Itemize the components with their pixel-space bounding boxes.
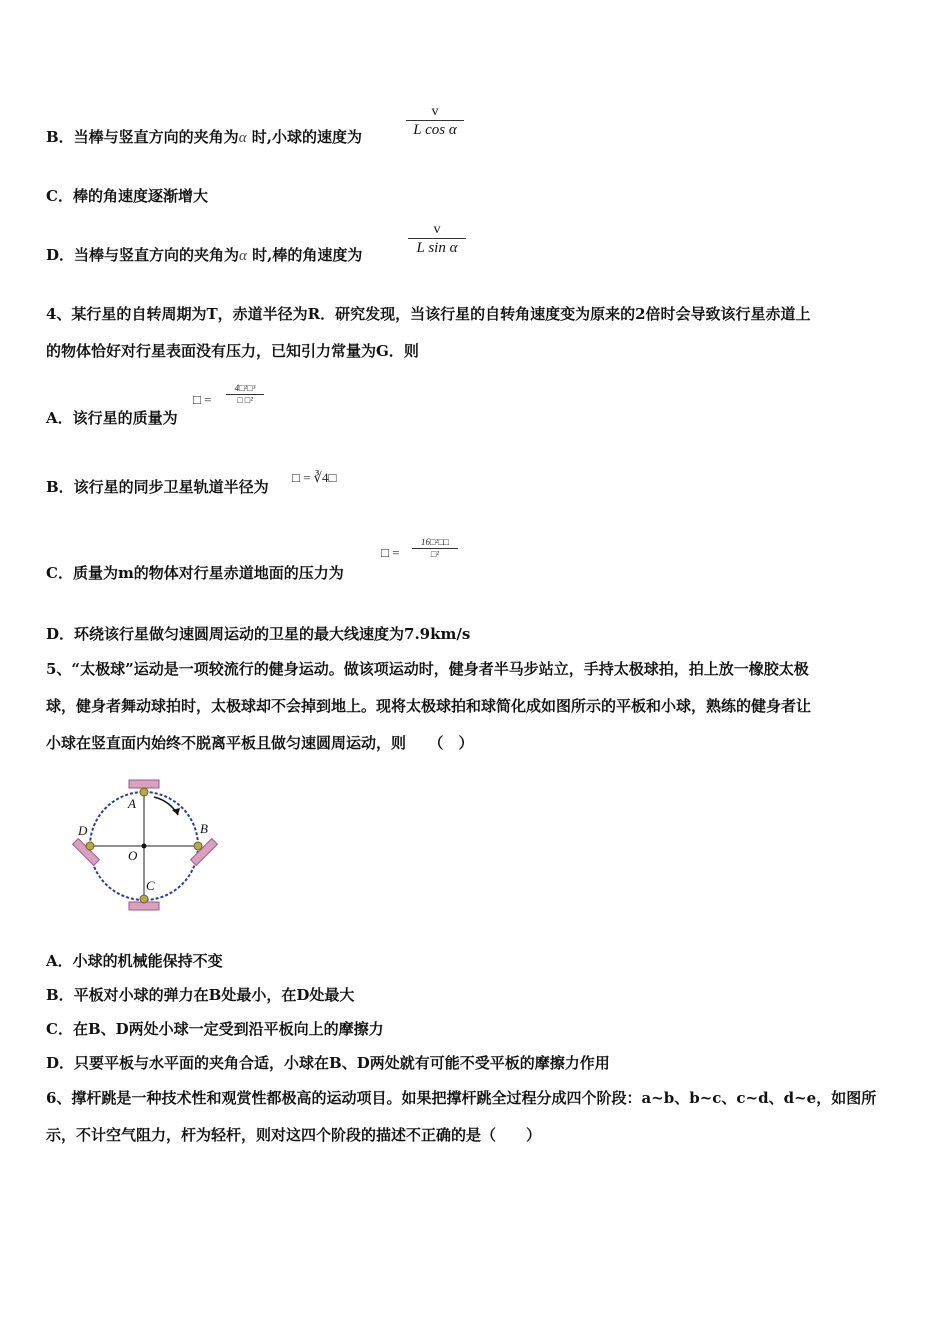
fraction-numerator: 4□²□³ (234, 383, 256, 393)
ball-c (140, 895, 148, 903)
alpha-symbol: α (239, 248, 247, 264)
q3-option-d-prefix: D．当棒与竖直方向的夹角为 (46, 246, 240, 264)
q3-option-b (46, 127, 362, 148)
label-a: A (128, 796, 136, 811)
ball-a (140, 788, 148, 796)
q3-option-b-fraction (406, 104, 464, 139)
q4-stem-line-2: 的物体恰好对行星表面没有压力，已知引力常量为G．则 (46, 342, 419, 360)
alpha-symbol: α (238, 130, 247, 146)
label-o: O (128, 848, 138, 863)
q6-stem-line-2: 示，不计空气阻力，杆为轻杆，则对这四个阶段的描述不正确的是（ ） (46, 1126, 542, 1144)
label-b: B (200, 821, 208, 836)
q4-stem-line-1: 4、某行星的自转周期为T，赤道半径为R．研究发现，当该行星的自转角速度变为原来的2倍时会导致该行星赤道上 (46, 305, 811, 323)
q4-option-c-lhs: □ = (381, 545, 400, 560)
q4-option-a: A．该行星的质量为 (46, 409, 178, 427)
paddle-left (73, 839, 100, 866)
q4-option-c (46, 563, 344, 583)
q3-option-c: C．棒的角速度逐渐增大 (46, 187, 208, 205)
label-d: D (78, 823, 88, 838)
fraction-denominator: L sin α (416, 240, 458, 256)
q4-option-c-text: C．质量为m的物体对行星赤道地面的压力为 (46, 564, 344, 582)
paddle-right (191, 839, 218, 866)
q4-option-b-formula: □ = ∛4□ (292, 470, 337, 485)
q5-stem-line-1: 5、“太极球”运动是一项较流行的健身运动。做该项运动时，健身者半马步站立，手持太极球拍，拍上放一橡胶太极 (46, 660, 809, 678)
q5-option-d: D．只要平板与水平面的夹角合适，小球在B、D两处就有可能不受平板的摩擦力作用 (46, 1054, 610, 1072)
q4-option-a-fraction (226, 383, 264, 406)
ball-d (86, 842, 94, 850)
q6-stem-line-1: 6、撑杆跳是一种技术性和观赏性都极高的运动项目。如果把撑杆跳全过程分成四个阶段：a~b、b~c、c~d、d~e，如图所 (46, 1089, 877, 1107)
paddle-top (129, 780, 159, 788)
label-c: C (146, 878, 155, 893)
q3-option-d-suffix: 时,棒的角速度为 (246, 246, 363, 264)
q3-option-d (46, 245, 362, 266)
q4-option-a-lhs: □ = (193, 392, 212, 407)
ball-b (194, 842, 202, 850)
fraction-numerator: v (431, 104, 439, 119)
q4-option-b: B．该行星的同步卫星轨道半径为 (46, 478, 269, 496)
q5-stem-line-3: 小球在竖直面内始终不脱离平板且做匀速圆周运动，则 （ ） (46, 734, 474, 752)
fraction-denominator: □² (430, 549, 440, 559)
q5-stem-line-2: 球，健身者舞动球拍时，太极球却不会掉到地上。现将太极球拍和球简化成如图所示的平板和小球，熟练的健身者让 (46, 697, 812, 715)
fraction-denominator: □ □² (237, 395, 253, 405)
q3-option-d-fraction (408, 222, 466, 257)
q4-option-d: D．环绕该行星做匀速圆周运动的卫星的最大线速度为7.9km/s (46, 625, 471, 643)
fraction-denominator: L cos α (413, 122, 457, 138)
q5-figure (66, 775, 226, 915)
fraction-numerator: v (433, 222, 441, 237)
rotation-arrow-icon (154, 797, 178, 815)
fraction-numerator: 16□²□□ (420, 537, 449, 547)
q3-option-b-suffix: 时,小球的速度为 (246, 128, 363, 146)
q5-option-a: A．小球的机械能保持不变 (46, 952, 223, 970)
q3-option-b-prefix: B．当棒与竖直方向的夹角为 (46, 128, 239, 146)
center-point (142, 844, 147, 849)
q5-option-b: B．平板对小球的弹力在B处最小，在D处最大 (46, 986, 355, 1004)
q4-option-c-fraction (412, 537, 458, 560)
q5-option-c: C．在B、D两处小球一定受到沿平板向上的摩擦力 (46, 1020, 384, 1038)
